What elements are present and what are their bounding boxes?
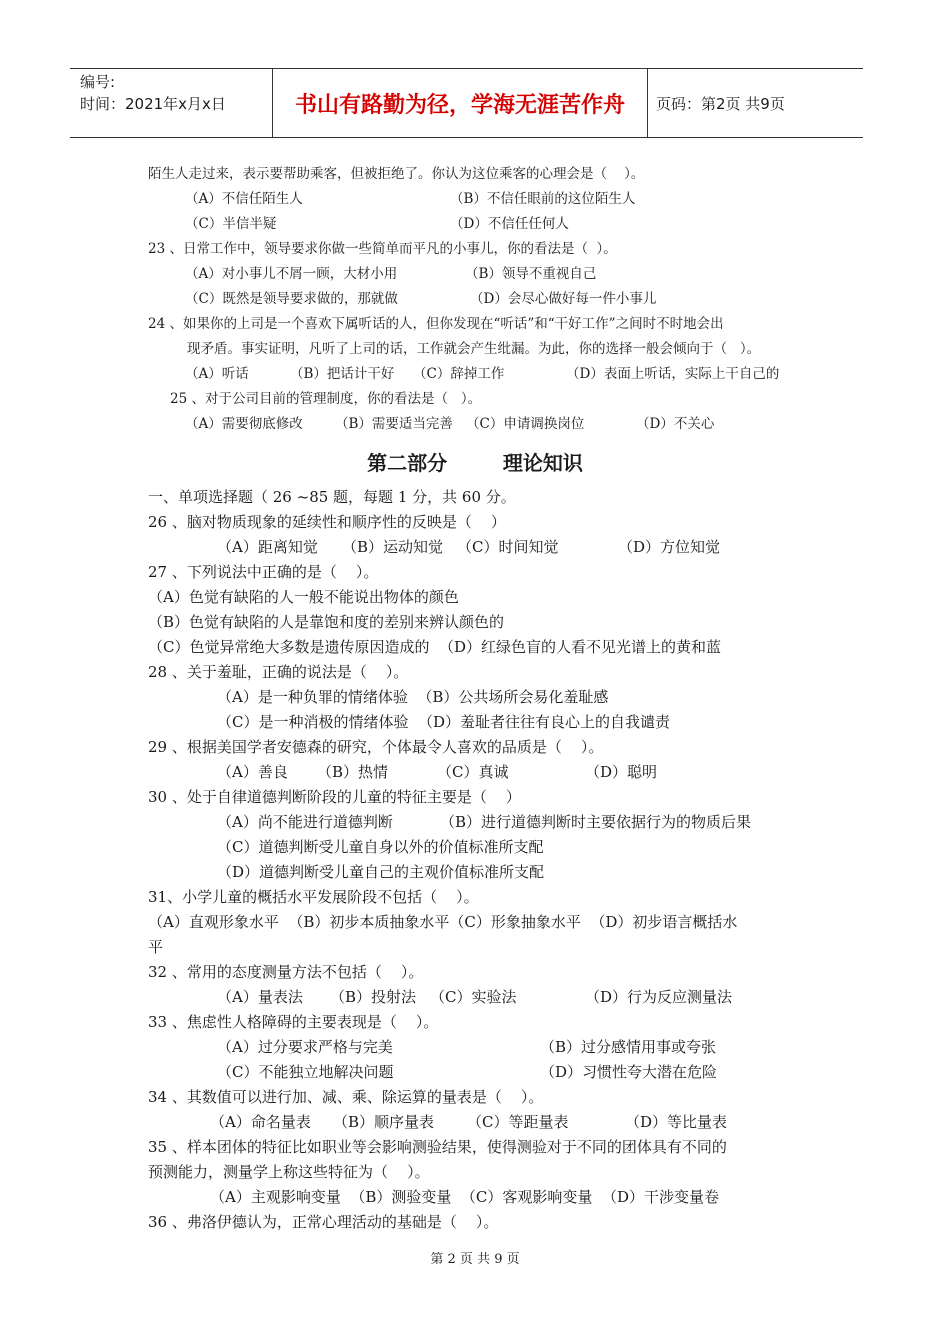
- option: （D）道德判断受儿童自己的主观价值标准所支配: [217, 863, 545, 881]
- option: （B）热情: [317, 763, 389, 781]
- option-cont: 平: [148, 938, 164, 956]
- question-29-stem: 29 、根据美国学者安德森的研究，个体最令人喜欢的品质是（ ）。: [148, 738, 604, 756]
- option: （B）不信任眼前的这位陌生人: [450, 191, 636, 207]
- option: （A）是一种负罪的情绪体验 （B）公共场所会易化羞耻感: [217, 688, 609, 706]
- option: （C）半信半疑: [185, 216, 277, 232]
- question-26-stem: 26 、脑对物质现象的延续性和顺序性的反映是（ ）: [148, 513, 506, 531]
- option: （C）实验法: [430, 988, 517, 1006]
- option: （D）会尽心做好每一件小事儿: [470, 291, 657, 307]
- question-25-stem: 25 、对于公司目前的管理制度，你的看法是（ ）。: [170, 391, 482, 407]
- question-27-stem: 27 、下列说法中正确的是（ ）。: [148, 563, 379, 581]
- option: （B）需要适当完善: [335, 416, 453, 432]
- option: （C）等距量表: [467, 1113, 569, 1131]
- option: （C）辞掉工作: [413, 366, 505, 382]
- option: （C）申请调换岗位: [466, 416, 585, 432]
- page-header: [70, 68, 863, 138]
- question-31-stem: 31、小学儿童的概括水平发展阶段不包括（ ）。: [148, 888, 479, 906]
- question-30-stem: 30 、处于自律道德判断阶段的儿童的特征主要是（ ）: [148, 788, 521, 806]
- option: （C）时间知觉: [457, 538, 559, 556]
- option: （A）对小事儿不屑一顾，大材小用: [185, 266, 398, 282]
- option: （D）聪明: [585, 763, 658, 781]
- question-33-stem: 33 、焦虑性人格障碍的主要表现是（ ）。: [148, 1013, 439, 1031]
- question-34-stem: 34 、其数值可以进行加、减、乘、除运算的量表是（ ）。: [148, 1088, 544, 1106]
- header-left: [80, 69, 272, 139]
- option: （B）把话计干好: [290, 366, 395, 382]
- question-24-stem: 24 、如果你的上司是一个喜欢下属听话的人，但你发现在“听话”和“干好工作”之间时不时地会出: [148, 316, 724, 332]
- page-footer: 第 2 页 共 9 页: [430, 1252, 520, 1267]
- option: （B）顺序量表: [333, 1113, 435, 1131]
- question-28-stem: 28 、关于羞耻，正确的说法是（ ）。: [148, 663, 409, 681]
- option: （B）过分感情用事或夸张: [540, 1038, 717, 1056]
- option: （C）既然是领导要求做的，那就做: [185, 291, 398, 307]
- option: （D）习惯性夸大潜在危险: [540, 1063, 718, 1081]
- option: （D）不信任任何人: [450, 216, 569, 232]
- option: （A）善良: [217, 763, 288, 781]
- option: （B）色觉有缺陷的人是靠饱和度的差别来辨认颜色的: [148, 613, 505, 631]
- option: （D）方位知觉: [618, 538, 721, 556]
- option: （C）是一种消极的情绪体验 （D）羞耻者往往有良心上的自我谴责: [217, 713, 671, 731]
- page-number-label: 页码：第2页 共9页: [656, 94, 785, 113]
- option: （D）行为反应测量法: [585, 988, 733, 1006]
- option: （A）不信任陌生人: [185, 191, 303, 207]
- option: （C）色觉异常绝大多数是遗传原因造成的 （D）红绿色盲的人看不见光谱上的黄和蓝: [148, 638, 722, 656]
- time-label: 时间：2021年x月x日: [80, 95, 226, 113]
- motto: 书山有路勤为径，学海无涯苦作舟: [272, 69, 648, 137]
- option: （A）命名量表: [210, 1113, 311, 1131]
- option: （A）过分要求严格与完美: [217, 1038, 393, 1056]
- serial-label: 编号:: [80, 73, 116, 91]
- option: （A）量表法: [217, 988, 303, 1006]
- question-23-stem: 23 、日常工作中，领导要求你做一些简单而平凡的小事儿，你的看法是（ ）。: [148, 241, 617, 257]
- question-35-stem-cont: 预测能力，测量学上称这些特征为（ ）。: [148, 1163, 430, 1181]
- option: （A）主观影响变量 （B）测验变量 （C）客观影响变量 （D）干涉变量卷: [210, 1188, 719, 1206]
- question-36-stem: 36 、弗洛伊德认为，正常心理活动的基础是（ ）。: [148, 1213, 499, 1231]
- option: （B）进行道德判断时主要依据行为的物质后果: [440, 813, 752, 831]
- option: （A）听话: [185, 366, 249, 382]
- option: （A）直观形象水平 （B）初步本质抽象水平（C）形象抽象水平 （D）初步语言概括水: [148, 913, 738, 931]
- option: （C）道德判断受儿童自身以外的价值标准所支配: [217, 838, 544, 856]
- option: （B）领导不重视自己: [465, 266, 597, 282]
- part2-title: 第二部分 理论知识: [367, 451, 583, 475]
- option: （D）表面上听话，实际上干自己的: [566, 366, 780, 382]
- question-22-stem: 陌生人走过来，表示要帮助乘客，但被拒绝了。你认为这位乘客的心理会是（ ）。: [148, 166, 645, 182]
- option: （C）真诚: [437, 763, 509, 781]
- option: （B）运动知觉: [342, 538, 444, 556]
- option: （A）尚不能进行道德判断: [217, 813, 393, 831]
- option: （B）投射法: [330, 988, 417, 1006]
- question-24-stem-cont: 现矛盾。事实证明，凡听了上司的话，工作就会产生纰漏。为此，你的选择一般会倾向于（ ）。: [187, 341, 761, 357]
- option: （A）色觉有缺陷的人一般不能说出物体的颜色: [148, 588, 459, 606]
- option: （D）等比量表: [625, 1113, 728, 1131]
- option: （A）需要彻底修改: [185, 416, 303, 432]
- section-heading: 一、单项选择题（ 26 ~85 题，每题 1 分，共 60 分。: [148, 488, 516, 506]
- question-35-stem: 35 、样本团体的特征比如职业等会影响测验结果，使得测验对于不同的团体具有不同的: [148, 1138, 727, 1156]
- option: （D）不关心: [636, 416, 715, 432]
- question-32-stem: 32 、常用的态度测量方法不包括（ ）。: [148, 963, 424, 981]
- option: （C）不能独立地解决问题: [217, 1063, 394, 1081]
- option: （A）距离知觉: [217, 538, 318, 556]
